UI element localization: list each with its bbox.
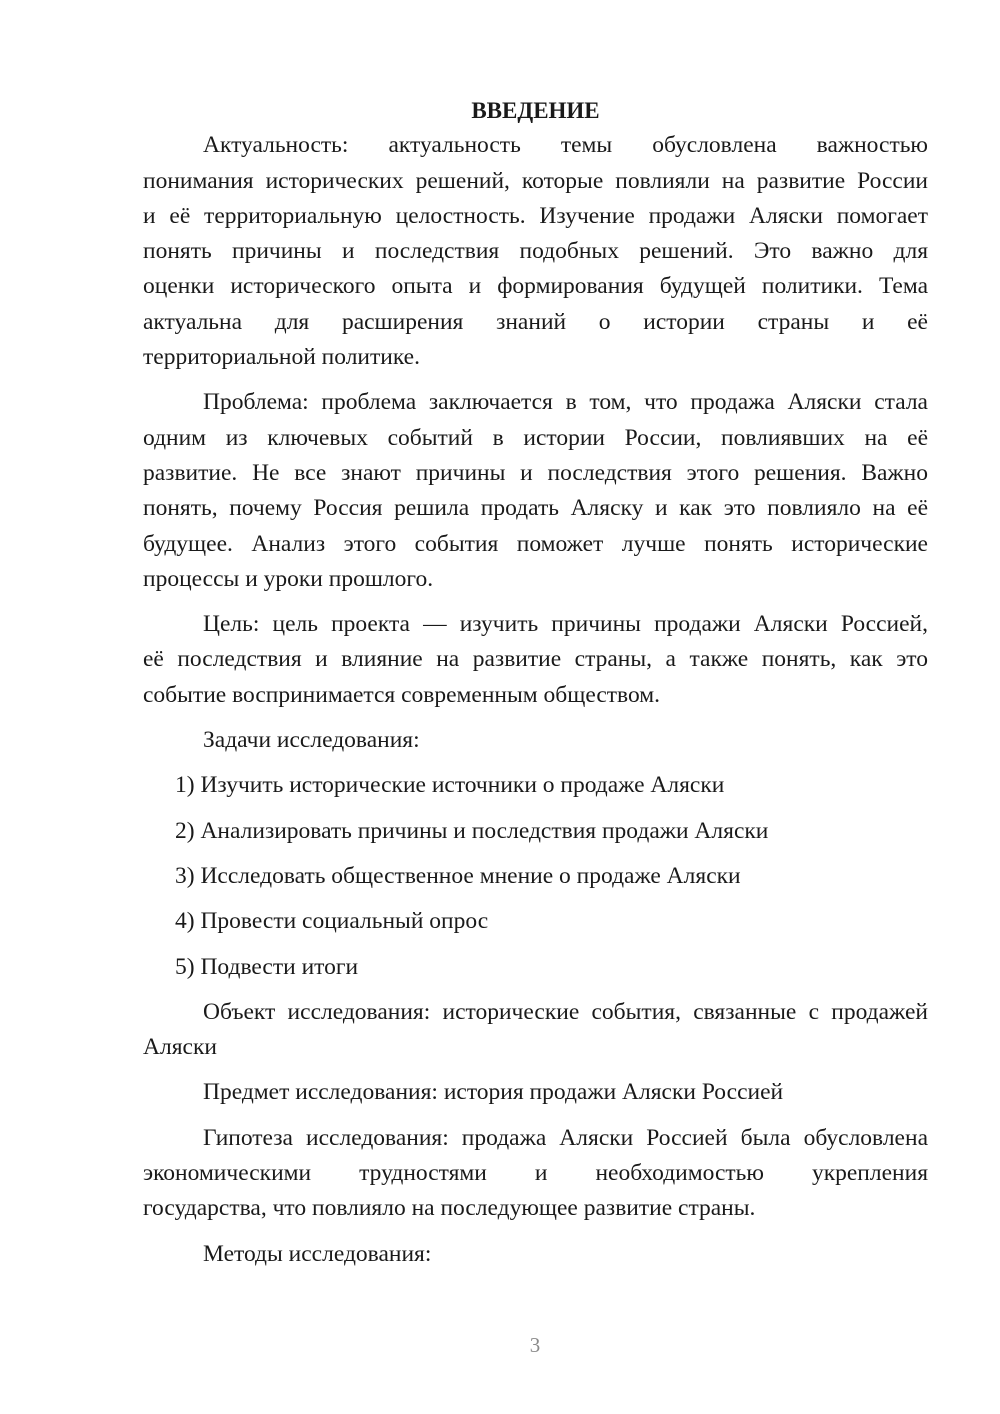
paragraph-line: территориальной политике. [143, 344, 420, 371]
paragraph-line: оценки исторического опыта и формирования будущей политики. Тема [143, 273, 928, 300]
paragraph-line: Методы исследования: [203, 1240, 432, 1267]
paragraph-line: будущее. Анализ этого события поможет лучше понять исторические [143, 530, 928, 557]
paragraph-line: актуальна для расширения знаний о истории страны и её [143, 308, 928, 335]
task-item: 4) Провести социальный опрос [175, 908, 489, 935]
paragraph-line: Актуальность: актуальность темы обусловлена важностью [203, 132, 928, 159]
paragraph [143, 995, 928, 1066]
paragraph [143, 1075, 928, 1110]
paragraph-line: понять, почему Россия решила продать Аляску и как это повлияло на её [143, 495, 928, 522]
paragraph-line: понять причины и последствия подобных решений. Это важно для [143, 238, 928, 265]
paragraph-line: Объект исследования: исторические события, связанные с продажей [203, 998, 928, 1025]
tasks-list [143, 768, 928, 984]
task-item: 3) Исследовать общественное мнение о продаже Аляски [175, 862, 741, 889]
research-paragraphs [143, 995, 928, 1272]
document-page [143, 93, 928, 1282]
paragraph-line: Цель: цель проекта — изучить причины продажи Аляски Россией, [203, 611, 928, 638]
paragraph [143, 1121, 928, 1227]
paragraph-line: и её территориальную целостность. Изучение продажи Аляски помогает [143, 202, 928, 229]
paragraph [143, 385, 928, 597]
paragraph-line: процессы и уроки прошлого. [143, 565, 434, 592]
section-title: ВВЕДЕНИЕ [471, 98, 600, 123]
task-item: 2) Анализировать причины и последствия продажи Аляски [175, 817, 769, 844]
paragraph [143, 723, 928, 758]
task-item: 1) Изучить исторические источники о продаже Аляски [175, 772, 725, 799]
paragraph [143, 1237, 928, 1272]
paragraph-line: развитие. Не все знают причины и последствия этого решения. Важно [143, 459, 928, 486]
paragraph-line: Задачи исследования: [203, 727, 420, 754]
page-number: 3 [529, 1333, 541, 1357]
paragraph-line: её последствия и влияние на развитие страны, а также понять, как это [143, 646, 928, 673]
paragraph [143, 128, 928, 375]
intro-paragraphs [143, 128, 928, 758]
paragraph-line: понимания исторических решений, которые повлияли на развитие России [143, 167, 928, 194]
paragraph [143, 607, 928, 713]
paragraph-line: событие воспринимается современным обществом. [143, 681, 661, 708]
paragraph-line: одним из ключевых событий в истории России, повлиявших на её [143, 424, 928, 451]
paragraph-line: Гипотеза исследования: продажа Аляски Россией была обусловлена [203, 1124, 928, 1151]
paragraph-line: Проблема: проблема заключается в том, что продажа Аляски стала [203, 389, 928, 416]
paragraph-line: Аляски [143, 1034, 217, 1061]
paragraph-line: экономическими трудностями и необходимостью укрепления [143, 1160, 928, 1187]
paragraph-line: Предмет исследования: история продажи Аляски Россией [203, 1079, 784, 1106]
task-item: 5) Подвести итоги [175, 953, 359, 980]
paragraph-line: государства, что повлияло на последующее развитие страны. [143, 1195, 756, 1222]
